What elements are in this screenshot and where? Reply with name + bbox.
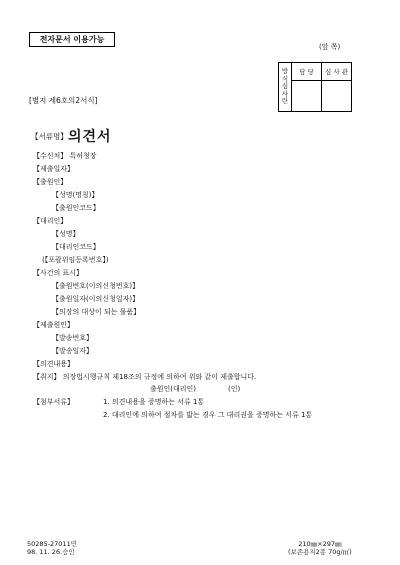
document-type-tag: 【서류명】 — [31, 132, 68, 141]
signature-role: 출원인(대리인) — [150, 385, 197, 393]
field-blanket-power: (【포괄위임등록번호】) — [42, 256, 109, 264]
review-vertical-char: 사 — [281, 89, 289, 98]
field-recipient: 【수신처】 특허청장 — [33, 152, 97, 160]
footer-paper-size: 210㎜×297㎜ — [298, 540, 342, 548]
field-agent-name: 【성명】 — [52, 230, 80, 238]
field-dispatch-date: 【발송일자】 — [52, 347, 94, 355]
field-submit-date: 【제출일자】 — [33, 165, 75, 173]
form-number: [별지 제6호의2서식] — [29, 96, 98, 105]
review-vertical-char: 식 — [281, 74, 289, 83]
document-title: 의견서 — [68, 129, 112, 145]
page-side-label: (앞 쪽) — [319, 43, 341, 51]
field-case: 【사건의 표시】 — [33, 269, 84, 277]
field-opinion: 【의견내용】 — [33, 360, 75, 368]
field-purpose: 【취지】 의장법시행규칙 제18조의 규정에 의하여 위와 같이 제출합니다. — [33, 373, 257, 381]
field-submitter: 【제출원인】 — [33, 321, 75, 329]
field-applicant-name: 【성명(명칭)】 — [52, 191, 99, 199]
review-header-examiner: 심 사 관 — [322, 63, 352, 81]
footer-paper-spec — [288, 540, 352, 556]
field-applicant: 【출원인】 — [33, 178, 68, 186]
footer-approval-date: 98. 11. 26.승인 — [27, 548, 75, 556]
field-agent: 【대리인】 — [33, 217, 68, 225]
review-table — [278, 62, 352, 112]
field-case-application-number: 【출원번호(이의신청번호)】 — [52, 282, 140, 290]
review-vertical-char: 심 — [281, 82, 289, 91]
review-vertical-char: 란 — [281, 97, 289, 106]
field-dispatch-number: 【발송번호】 — [52, 334, 94, 342]
review-vertical-label — [279, 63, 292, 112]
footer-approval-code — [27, 540, 77, 556]
field-case-target-article: 【의장의 대상이 되는 물품】 — [52, 308, 141, 316]
electronic-document-badge: 전자문서 이용가능 — [29, 32, 115, 47]
footer-paper-grade: (보존용지2종 70g/㎡) — [288, 548, 352, 556]
footer-code-line: 50285-27011민 — [27, 540, 77, 548]
field-case-application-date: 【출원일자(이의신청일자)】 — [52, 295, 140, 303]
field-attachments: 【첨부서류】 — [33, 398, 75, 406]
review-box-examiner — [322, 81, 352, 112]
review-header-officer: 담 당 — [292, 63, 322, 81]
review-vertical-char: 방 — [281, 67, 289, 76]
attachment-item-1: 1. 의견내용을 증명하는 서류 1통 — [103, 398, 205, 406]
attachment-item-2: 2. 대리인에 의하여 절차를 밟는 경우 그 대리권을 증명하는 서류 1통 — [103, 411, 313, 419]
seal-mark: (인) — [228, 385, 241, 393]
field-applicant-code: 【출원인코드】 — [52, 204, 100, 212]
review-box-officer — [292, 81, 322, 112]
field-agent-code: 【대리인코드】 — [52, 243, 100, 251]
